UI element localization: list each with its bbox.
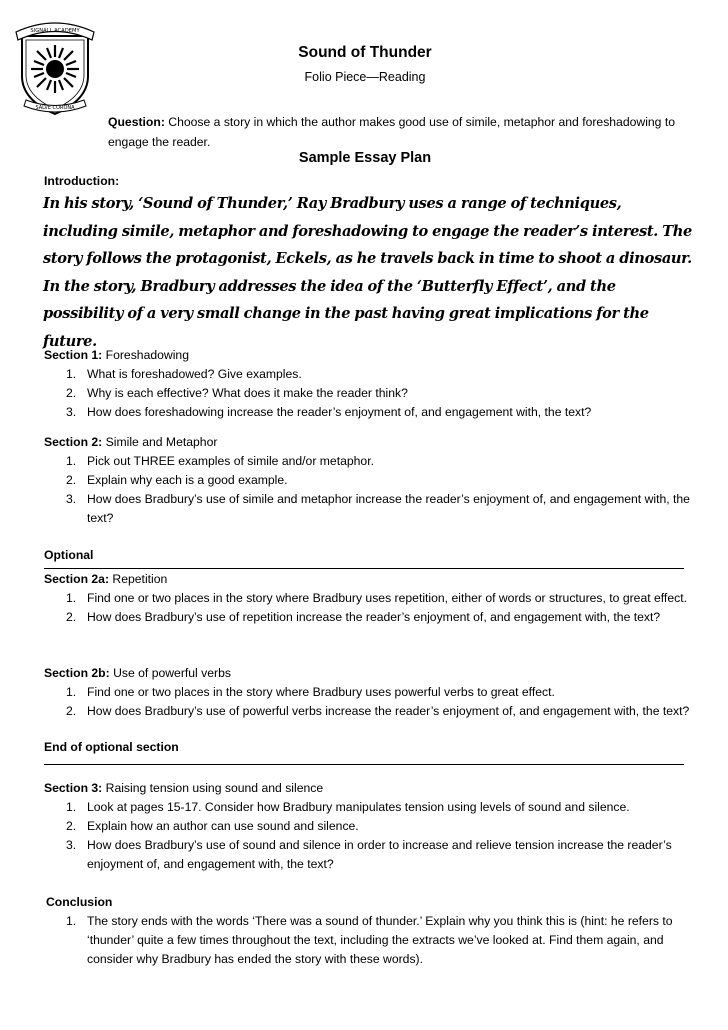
list-item (44, 452, 694, 471)
list-item-text: Find one or two places in the story where Bradbury uses repetition, either of words or structures, to great effect. (87, 591, 687, 605)
list-item (44, 683, 694, 702)
section-title: Simile and Metaphor (105, 435, 218, 449)
section-1-list (44, 365, 694, 422)
list-number: 1. (66, 914, 77, 928)
introduction-label: Introduction: (44, 174, 120, 188)
plan-title: Sample Essay Plan (298, 150, 432, 166)
list-number: 1. (66, 685, 77, 699)
section-heading (46, 893, 696, 912)
section-heading (44, 664, 694, 683)
section-title: Use of powerful verbs (113, 666, 231, 680)
crest-bottom-text: SALVE CORONA (35, 105, 75, 111)
list-item (44, 471, 694, 490)
school-crest-logo (14, 14, 96, 118)
list-item-text: Explain why each is a good example. (87, 473, 288, 487)
optional-label: Optional (44, 548, 94, 562)
list-number: 3. (66, 405, 77, 419)
list-item (44, 403, 694, 422)
list-item (44, 798, 694, 817)
section-label: Section 3: (44, 781, 103, 795)
section-heading (44, 346, 694, 365)
list-item-text: How does Bradbury’s use of simile and metaphor increase the reader’s enjoyment of, and engagement with, the text? (87, 492, 690, 525)
list-item-text: What is foreshadowed? Give examples. (87, 367, 302, 381)
list-item (44, 384, 694, 403)
list-number: 2. (66, 704, 77, 718)
section-label: Section 2b: (44, 666, 110, 680)
list-number: 2. (66, 819, 77, 833)
list-number: 2. (66, 473, 77, 487)
list-item (44, 912, 696, 969)
section-title: Repetition (112, 572, 168, 586)
section-2 (44, 433, 694, 528)
list-item (44, 490, 694, 528)
list-number: 1. (66, 591, 77, 605)
list-number: 1. (66, 800, 77, 814)
crest-shield-icon (14, 14, 96, 118)
section-label: Section 2a: (44, 572, 110, 586)
section-2b (44, 664, 694, 721)
divider (44, 764, 684, 765)
introduction-text: In his story, ‘Sound of Thunder,’ Ray Bradbury uses a range of techniques, including simile, metaphor and foreshadowing to engage the reader’s interest. The story follows the protagonist, Eckels, as he travels back in time to shoot a dinosaur. In the story, Bradbury addresses the idea of the ‘Butterfly Effect’, and the possibility of a very small change in the past having great implications for the future. (43, 195, 692, 350)
list-item-text: How does Bradbury’s use of powerful verbs increase the reader’s enjoyment of, and engagement with, the text? (87, 704, 690, 718)
section-2b-list (44, 683, 694, 721)
conclusion-section (46, 893, 696, 969)
list-item-text: Why is each effective? What does it make the reader think? (87, 386, 408, 400)
section-heading (44, 433, 694, 452)
list-item-text: How does Bradbury’s use of sound and silence in order to increase and relieve tension increase the reader’s enjoyment of, and engagement with, the text? (87, 838, 672, 871)
section-1 (44, 346, 694, 422)
end-optional-label: End of optional section (44, 740, 179, 754)
list-number: 2. (66, 610, 77, 624)
list-item-text: Find one or two places in the story where Bradbury uses powerful verbs to great effect. (87, 685, 555, 699)
list-number: 3. (66, 492, 77, 506)
section-label: Conclusion (46, 895, 113, 909)
crest-top-text: SIGNALL ACADEMY (30, 28, 80, 34)
list-item (44, 836, 694, 874)
list-item-text: How does foreshadowing increase the reader’s enjoyment of, and engagement with, the text? (87, 405, 592, 419)
list-number: 1. (66, 367, 77, 381)
section-2a (44, 570, 694, 627)
document-subtitle: Folio Piece—Reading (304, 70, 426, 84)
list-item-text: Pick out THREE examples of simile and/or metaphor. (87, 454, 374, 468)
divider (44, 568, 684, 569)
list-item (44, 608, 694, 627)
list-item-text: Look at pages 15-17. Consider how Bradbury manipulates tension using levels of sound and silence. (87, 800, 630, 814)
list-item (44, 365, 694, 384)
list-number: 2. (66, 386, 77, 400)
document-title: Sound of Thunder (298, 44, 432, 61)
question-text: Choose a story in which the author makes good use of simile, metaphor and foreshadowing to engage the reader. (108, 115, 676, 149)
question-label: Question: (108, 115, 165, 129)
list-item-text: Explain how an author can use sound and silence. (87, 819, 359, 833)
section-label: Section 1: (44, 348, 103, 362)
section-title: Foreshadowing (105, 348, 189, 362)
section-heading (44, 779, 694, 798)
list-item-text: The story ends with the words ‘There was a sound of thunder.’ Explain why you think this is (hint: he refers to ‘thunder’ quite a few times throughout the text, including the extracts we’ve looked at. Find them again, and consider why Bradbury has ended the story with these words). (87, 914, 673, 966)
list-item (44, 702, 694, 721)
section-2-list (44, 452, 694, 528)
question-block (108, 112, 694, 152)
section-2a-list (44, 589, 694, 627)
list-item-text: How does Bradbury’s use of repetition increase the reader’s enjoyment of, and engagement with, the text? (87, 610, 661, 624)
list-item (44, 589, 694, 608)
section-heading (44, 570, 694, 589)
section-3-list (44, 798, 694, 874)
list-item (44, 817, 694, 836)
section-label: Section 2: (44, 435, 103, 449)
section-title: Raising tension using sound and silence (105, 781, 324, 795)
conclusion-list (44, 912, 696, 969)
section-3 (44, 779, 694, 874)
list-number: 3. (66, 838, 77, 852)
list-number: 1. (66, 454, 77, 468)
